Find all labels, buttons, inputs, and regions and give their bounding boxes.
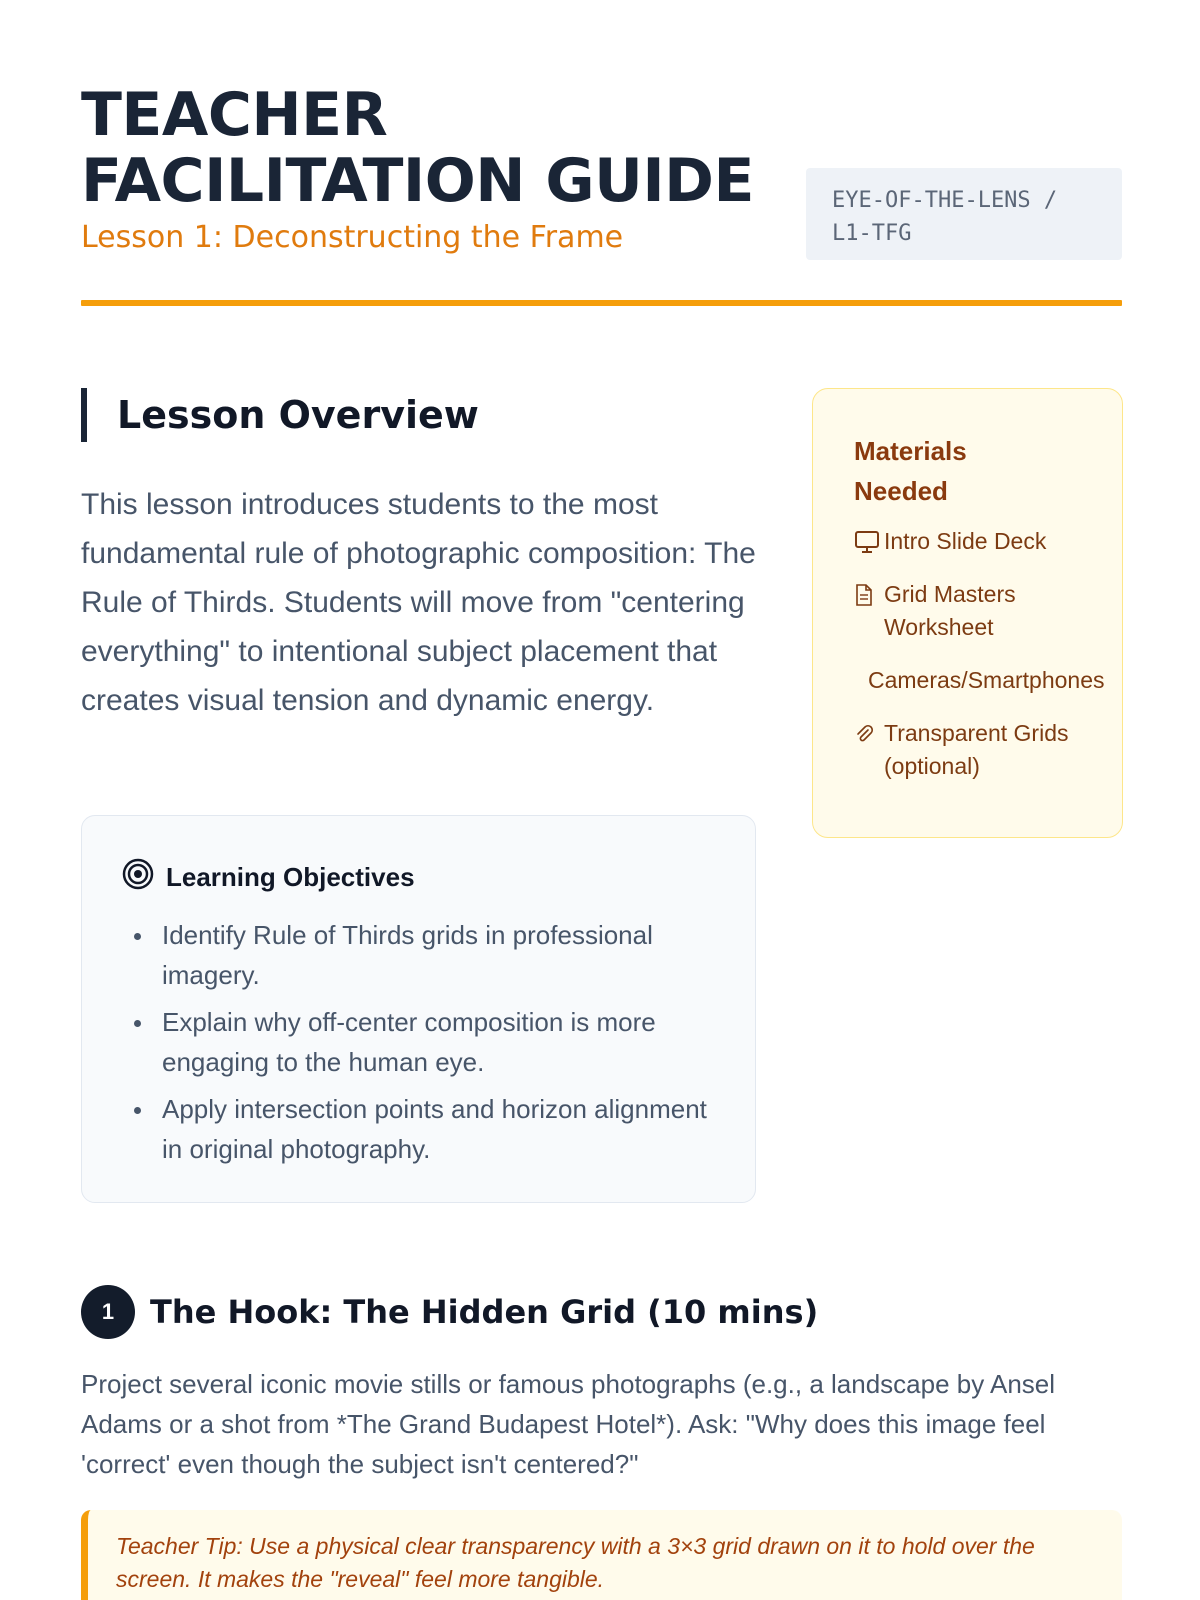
lesson-subtitle: Lesson 1: Deconstructing the Frame: [81, 220, 624, 255]
page-title: TEACHER FACILITATION GUIDE: [81, 80, 754, 216]
overview-text: This lesson introduces students to the most fundamental rule of photographic composition: The Rule of Thirds. Students will move from "centering everything" to intentional subject placement that creates visual tension and dynamic energy.: [81, 488, 756, 717]
paperclip-icon: [854, 717, 884, 750]
material-label: Intro Slide Deck: [884, 528, 1047, 554]
teacher-tip-box: Teacher Tip: Use a physical clear transparency with a 3×3 grid drawn on it to hold over the screen. It makes the "reveal" feel more tangible.: [81, 1510, 1122, 1600]
document-code-badge: EYE-OF-THE-LENS / L1-TFG: [806, 168, 1122, 260]
learning-objectives-box: [81, 815, 756, 1203]
monitor-icon: [854, 525, 884, 558]
objectives-list: [122, 915, 715, 1169]
objective-item: Explain why off-center composition is more engaging to the human eye.: [122, 1002, 715, 1082]
step-number-badge: 1: [81, 1285, 135, 1339]
objective-item: Apply intersection points and horizon alignment in original photography.: [122, 1089, 715, 1169]
material-label: Transparent Grids (optional): [884, 720, 1069, 779]
material-item: [854, 717, 1122, 783]
overview-heading: Lesson Overview: [81, 388, 479, 442]
target-icon: [122, 858, 154, 897]
material-label: Cameras/Smartphones: [868, 667, 1105, 693]
document-icon: [854, 578, 884, 611]
document-header: [81, 82, 1122, 255]
objective-item: Identify Rule of Thirds grids in professional imagery.: [122, 915, 715, 995]
step-1-heading: [81, 1285, 818, 1339]
objectives-heading: Learning Objectives: [166, 862, 415, 892]
materials-list: [854, 525, 1122, 783]
materials-box: [812, 388, 1123, 838]
materials-title: Materials Needed: [854, 436, 967, 506]
material-label: Grid Masters Worksheet: [884, 581, 1016, 640]
step-title: The Hook: The Hidden Grid (10 mins): [150, 1293, 819, 1331]
objectives-header: [122, 858, 715, 897]
material-item: [854, 664, 1122, 697]
header-divider: [81, 300, 1122, 306]
step-1-text: Project several iconic movie stills or famous photographs (e.g., a landscape by Ansel Adams or a shot from *The Grand Budapest Hotel*). Ask: "Why does this image feel 'correct' even though the subject isn't centered?": [81, 1369, 1056, 1479]
material-item: [854, 578, 1122, 644]
material-item: [854, 525, 1122, 558]
